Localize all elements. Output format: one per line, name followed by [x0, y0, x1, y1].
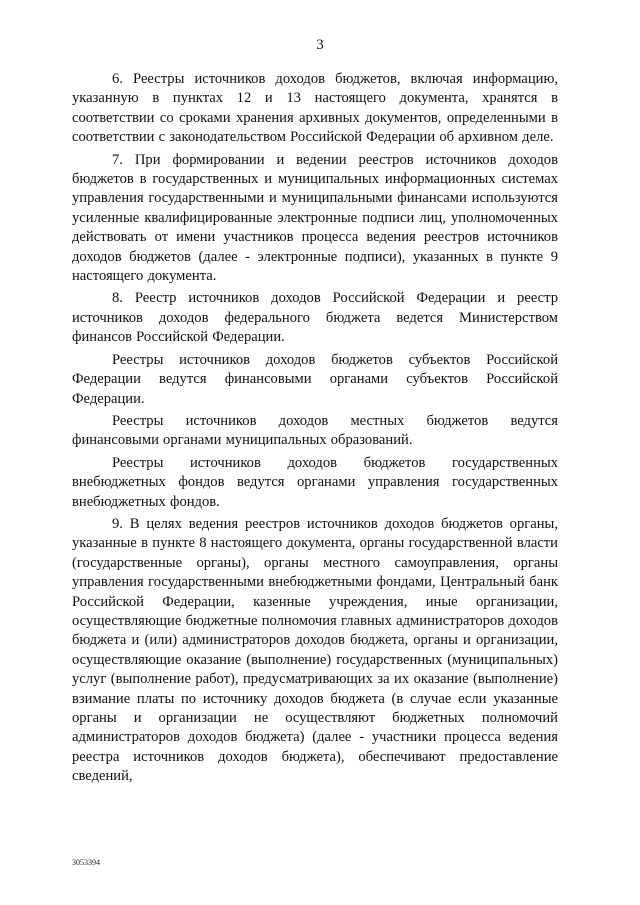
paragraph-item-6: 6. Реестры источников доходов бюджетов, включая информацию, указанную в пунктах 12 и 13 настоящего документа, хранятся в соответствии со сроками хранения архивных документов, определенными в соответствии с законодательством Российской Федерации об архивном деле. — [72, 71, 558, 146]
paragraph-subjects-registries: Реестры источников доходов бюджетов субъектов Российской Федерации ведутся финансовыми органами субъектов Российской Федерации. — [72, 351, 558, 407]
paragraph-local-registries: Реестры источников доходов местных бюджетов ведутся финансовыми органами муниципальных образований. — [72, 412, 558, 449]
page-number: 3 — [316, 37, 324, 53]
paragraph-item-8: 8. Реестр источников доходов Российской Федерации и реестр источников доходов федерального бюджета ведется Министерством финансов Российской Федерации. — [72, 290, 558, 346]
paragraph-extrabudgetary-registries: Реестры источников доходов бюджетов государственных внебюджетных фондов ведутся органами управления государственных внебюджетных фондов. — [72, 454, 558, 510]
paragraph-item-9: 9. В целях ведения реестров источников доходов бюджетов органы, указанные в пункте 8 настоящего документа, органы государственной власти (государственные органы), органы местного самоуправления, органы управления государственными внебюджетными фондами, Центральный банк Российской Федерации, казенные учреждения, иные организации, осуществляющие бюджетные полномочия главных администраторов доходов бюджета и (или) администраторов доходов бюджета, органы и организации, осуществляющие оказание (выполнение) государственных (муниципальных) услуг (выполнение работ), предусматривающих за их оказание (выполнение) взимание платы по источнику доходов бюджета (в случае если указанные органы и организации не осуществляют бюджетных полномочий администраторов доходов бюджета) (далее - участники процесса ведения реестра источников доходов бюджета), обеспечивают предоставление сведений, — [72, 515, 558, 785]
document-body — [72, 70, 558, 788]
paragraph-item-7: 7. При формировании и ведении реестров источников доходов бюджетов в государственных и муниципальных информационных системах управления государственными и муниципальными финансами используются усиленные квалифицированные электронные подписи лиц, уполномоченных действовать от имени участников процесса ведения реестров источников доходов бюджетов (далее - электронные подписи), указанных в пункте 9 настоящего документа. — [72, 151, 558, 285]
document-code: 3053394 — [72, 858, 100, 867]
